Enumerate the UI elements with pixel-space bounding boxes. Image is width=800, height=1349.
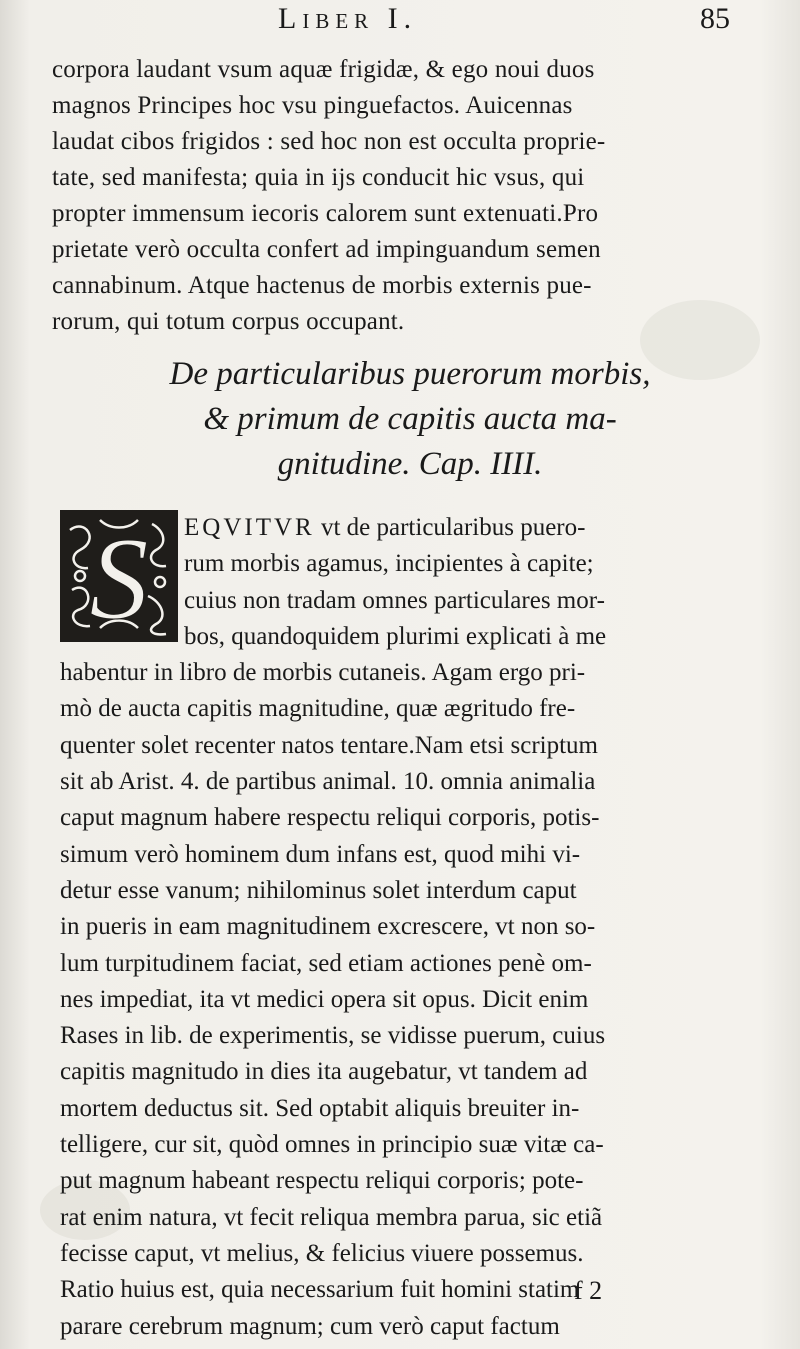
text-line: cannabinum. Atque hactenus de morbis externis pue-: [52, 272, 592, 299]
text-line: parare cerebrum magnum; cum verò caput factum: [60, 1312, 560, 1340]
page-number: 85: [700, 2, 730, 35]
text-line: caput magnum habere respectu reliqui corporis, potis-: [60, 804, 600, 832]
chapter-heading: [100, 352, 720, 487]
drop-cap-letter: S: [89, 513, 149, 642]
text-line: put magnum habeant respectu reliqui corporis; pote-: [60, 1167, 584, 1195]
text-line: bos, quandoquidem plurimi explicati à me: [184, 622, 607, 650]
text-line: nes impediat, ita vt medici opera sit opus. Dicit enim: [60, 985, 589, 1013]
text-line: propter immensum iecoris calorem sunt extenuati.Pro: [52, 200, 599, 227]
chapter-first-line-rest: vt de particularibus puero-: [314, 514, 586, 541]
text-line: mortem deductus sit. Sed optabit aliquis breuiter in-: [60, 1094, 580, 1122]
text-line: sit ab Arist. 4. de partibus animal. 10. omnia animalia: [60, 768, 596, 796]
text-line: quenter solet recenter natos tentare.Nam etsi scriptum: [60, 731, 598, 759]
page-header: [0, 2, 800, 46]
text-line: corpora laudant vsum aquæ frigidæ, & ego noui duos: [52, 56, 595, 83]
heading-line: & primum de capitis aucta ma-: [203, 401, 617, 437]
text-line: rat enim natura, vt fecit reliqua membra parua, sic etiã: [60, 1203, 603, 1231]
text-line: prietate verò occulta confert ad impinguandum semen: [52, 236, 601, 263]
text-line: rorum, qui totum corpus occupant.: [52, 308, 405, 335]
text-line: Rases in lib. de experimentis, se vidisse puerum, cuius: [60, 1022, 606, 1050]
text-line: Ratio huius est, quia necessarium fuit homini statim: [60, 1276, 580, 1304]
text-line: laudat cibos frigidos : sed hoc non est occulta proprie-: [52, 128, 606, 155]
running-title: Liber I.: [278, 2, 418, 35]
text-line: rum morbis agamus, incipientes à capite;: [184, 550, 594, 578]
heading-line: gnitudine. Cap. IIII.: [277, 446, 543, 482]
text-line: mò de aucta capitis magnitudine, quæ ægritudo fre-: [60, 695, 576, 723]
text-line: fecisse caput, vt melius, & felicius viuere possemus.: [60, 1239, 584, 1267]
text-line: lum turpitudinem faciat, sed etiam actiones penè om-: [60, 949, 592, 977]
text-line: simum verò hominem dum infans est, quod mihi vi-: [60, 840, 581, 868]
chapter-first-word: EQVITVR: [184, 514, 315, 541]
text-line: magnos Principes hoc vsu pinguefactos. Auicennas: [52, 92, 573, 119]
text-line: [60, 510, 770, 546]
text-line: capitis magnitudo in dies ita augebatur, vt tandem ad: [60, 1058, 588, 1086]
chapter-text: [60, 510, 770, 1345]
text-line: habentur in libro de morbis cutaneis. Agam ergo pri-: [60, 659, 586, 687]
text-line: cuius non tradam omnes particulares mor-: [184, 586, 605, 614]
top-paragraph: [52, 52, 764, 340]
signature-mark: f 2: [574, 1276, 603, 1305]
text-line: detur esse vanum; nihilominus solet interdum caput: [60, 876, 577, 904]
heading-line: De particularibus puerorum morbis,: [169, 356, 651, 392]
text-line: in pueris in eam magnitudinem excrescere, vt non so-: [60, 913, 596, 941]
text-line: tate, sed manifesta; quia in ijs conducit hic vsus, qui: [52, 164, 585, 191]
text-line: telligere, cur sit, quòd omnes in principio suæ vitæ ca-: [60, 1131, 604, 1159]
